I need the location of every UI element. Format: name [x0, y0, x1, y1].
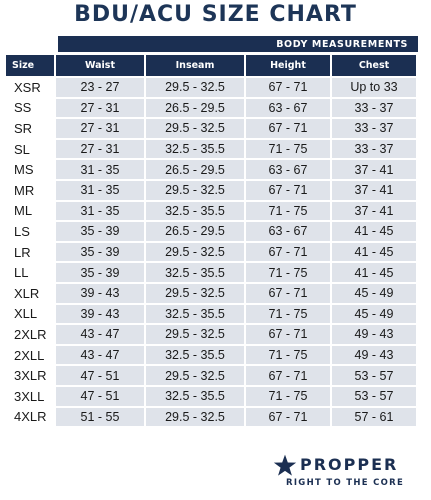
height-cell: 71 - 75 [246, 346, 330, 365]
waist-cell: 43 - 47 [56, 346, 144, 365]
size-cell: XLL [6, 305, 54, 324]
height-cell: 71 - 75 [246, 305, 330, 324]
size-cell: LS [6, 222, 54, 241]
chest-cell: 41 - 45 [332, 222, 416, 241]
chest-cell: 41 - 45 [332, 263, 416, 282]
propper-logo [272, 453, 422, 497]
size-cell: SS [6, 99, 54, 118]
inseam-cell: 32.5 - 35.5 [146, 387, 244, 406]
size-cell: 4XLR [6, 408, 54, 427]
inseam-cell: 29.5 - 32.5 [146, 325, 244, 344]
inseam-cell: 29.5 - 32.5 [146, 78, 244, 97]
size-cell: MS [6, 160, 54, 179]
chest-cell: 37 - 41 [332, 160, 416, 179]
chest-cell: Up to 33 [332, 78, 416, 97]
table-row [6, 222, 416, 241]
inseam-cell: 29.5 - 32.5 [146, 243, 244, 262]
waist-cell: 43 - 47 [56, 325, 144, 344]
height-cell: 71 - 75 [246, 263, 330, 282]
size-cell: MR [6, 181, 54, 200]
height-cell: 67 - 71 [246, 284, 330, 303]
waist-cell: 27 - 31 [56, 99, 144, 118]
chart-title: BDU/ACU SIZE CHART [74, 2, 357, 27]
table-row [6, 305, 416, 324]
brand-tagline: RIGHT TO THE CORE [286, 478, 405, 488]
size-cell: 3XLR [6, 366, 54, 385]
table-row [6, 119, 416, 138]
size-cell: XSR [6, 78, 54, 97]
size-cell: 3XLL [6, 387, 54, 406]
size-cell: XLR [6, 284, 54, 303]
chest-cell: 57 - 61 [332, 408, 416, 427]
column-header-height: Height [246, 55, 330, 76]
column-header-chest: Chest [332, 55, 416, 76]
inseam-cell: 29.5 - 32.5 [146, 366, 244, 385]
waist-cell: 27 - 31 [56, 140, 144, 159]
table-row [6, 325, 416, 344]
height-cell: 71 - 75 [246, 387, 330, 406]
inseam-cell: 29.5 - 32.5 [146, 408, 244, 427]
table-row [6, 181, 416, 200]
chest-cell: 45 - 49 [332, 284, 416, 303]
star-icon [272, 453, 298, 479]
waist-cell: 27 - 31 [56, 119, 144, 138]
column-header-size: Size [6, 55, 54, 76]
chest-cell: 45 - 49 [332, 305, 416, 324]
height-cell: 63 - 67 [246, 222, 330, 241]
brand-name: PROPPER [300, 455, 399, 474]
height-cell: 71 - 75 [246, 140, 330, 159]
chest-cell: 37 - 41 [332, 181, 416, 200]
height-cell: 63 - 67 [246, 99, 330, 118]
height-cell: 71 - 75 [246, 202, 330, 221]
inseam-cell: 29.5 - 32.5 [146, 119, 244, 138]
chest-cell: 33 - 37 [332, 140, 416, 159]
height-cell: 67 - 71 [246, 78, 330, 97]
waist-cell: 35 - 39 [56, 243, 144, 262]
waist-cell: 39 - 43 [56, 284, 144, 303]
table-row [6, 346, 416, 365]
table-row [6, 78, 416, 97]
waist-cell: 47 - 51 [56, 366, 144, 385]
waist-cell: 47 - 51 [56, 387, 144, 406]
size-cell: SR [6, 119, 54, 138]
waist-cell: 31 - 35 [56, 160, 144, 179]
inseam-cell: 32.5 - 35.5 [146, 305, 244, 324]
size-cell: LL [6, 263, 54, 282]
inseam-cell: 26.5 - 29.5 [146, 99, 244, 118]
inseam-cell: 26.5 - 29.5 [146, 222, 244, 241]
table-row [6, 263, 416, 282]
size-chart-table [4, 53, 418, 428]
body-measurements-header [58, 36, 418, 52]
inseam-cell: 26.5 - 29.5 [146, 160, 244, 179]
table-row [6, 202, 416, 221]
table-row [6, 366, 416, 385]
waist-cell: 23 - 27 [56, 78, 144, 97]
height-cell: 67 - 71 [246, 366, 330, 385]
waist-cell: 35 - 39 [56, 222, 144, 241]
size-cell: 2XLL [6, 346, 54, 365]
table-header-row [6, 55, 416, 76]
table-row [6, 387, 416, 406]
inseam-cell: 32.5 - 35.5 [146, 346, 244, 365]
table-row [6, 140, 416, 159]
chest-cell: 33 - 37 [332, 119, 416, 138]
chest-cell: 37 - 41 [332, 202, 416, 221]
waist-cell: 31 - 35 [56, 202, 144, 221]
table-row [6, 160, 416, 179]
height-cell: 63 - 67 [246, 160, 330, 179]
inseam-cell: 32.5 - 35.5 [146, 202, 244, 221]
height-cell: 67 - 71 [246, 243, 330, 262]
height-cell: 67 - 71 [246, 119, 330, 138]
table-row [6, 284, 416, 303]
chest-cell: 33 - 37 [332, 99, 416, 118]
column-header-inseam: Inseam [146, 55, 244, 76]
column-header-waist: Waist [56, 55, 144, 76]
chest-cell: 41 - 45 [332, 243, 416, 262]
body-measurements-label: BODY MEASUREMENTS [276, 38, 408, 50]
table-row [6, 99, 416, 118]
size-cell: 2XLR [6, 325, 54, 344]
table-row [6, 408, 416, 427]
chest-cell: 49 - 43 [332, 346, 416, 365]
chest-cell: 53 - 57 [332, 366, 416, 385]
waist-cell: 31 - 35 [56, 181, 144, 200]
chest-cell: 53 - 57 [332, 387, 416, 406]
waist-cell: 51 - 55 [56, 408, 144, 427]
table-body [6, 78, 416, 426]
inseam-cell: 29.5 - 32.5 [146, 181, 244, 200]
size-cell: LR [6, 243, 54, 262]
inseam-cell: 32.5 - 35.5 [146, 140, 244, 159]
inseam-cell: 32.5 - 35.5 [146, 263, 244, 282]
waist-cell: 35 - 39 [56, 263, 144, 282]
waist-cell: 39 - 43 [56, 305, 144, 324]
height-cell: 67 - 71 [246, 325, 330, 344]
size-cell: SL [6, 140, 54, 159]
height-cell: 67 - 71 [246, 181, 330, 200]
height-cell: 67 - 71 [246, 408, 330, 427]
inseam-cell: 29.5 - 32.5 [146, 284, 244, 303]
size-cell: ML [6, 202, 54, 221]
table-row [6, 243, 416, 262]
chest-cell: 49 - 43 [332, 325, 416, 344]
